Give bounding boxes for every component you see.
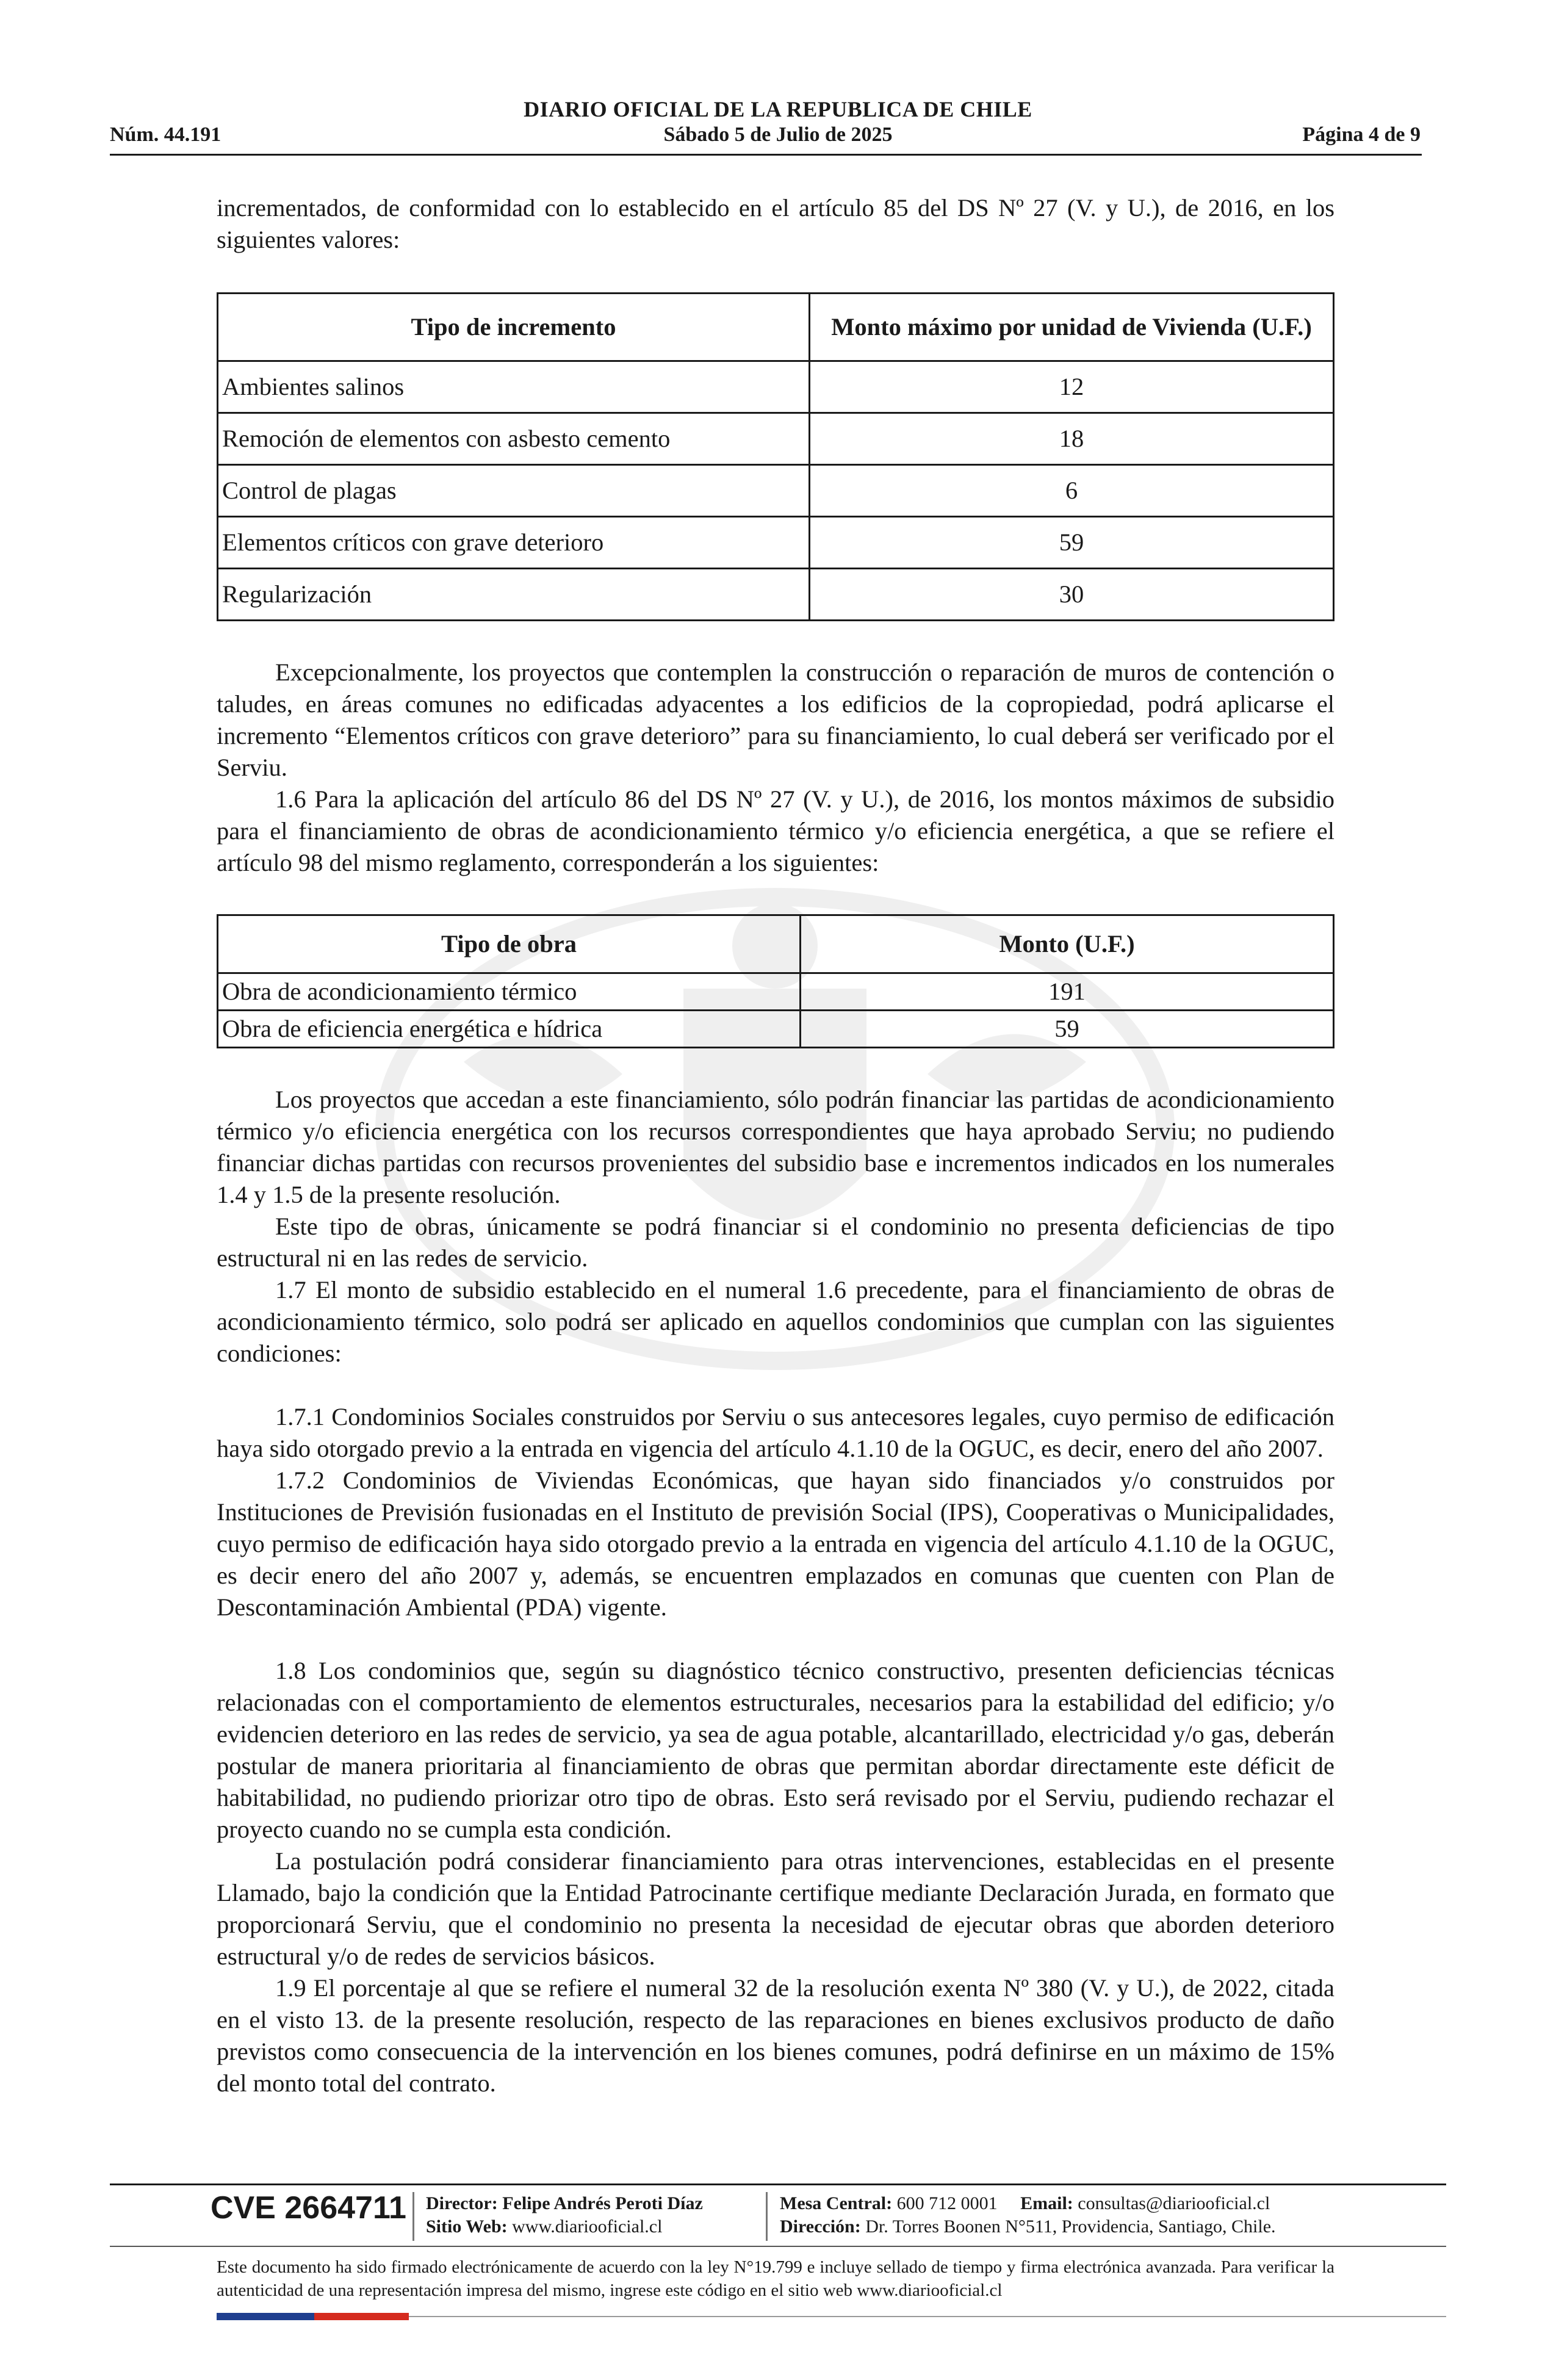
table-cell: 59 [801,1011,1334,1048]
paragraph: 1.8 Los condominios que, según su diagnóstico técnico constructivo, presenten deficiencias técnicas relacionadas con el comportamiento de elementos estructurales, necesarios para la estabilidad del edificio; y/o evidencien deterioro en las redes de servicio, ya sea de agua potable, alcantarillado, electricidad y/o gas, deberán postular de manera prioritaria al financiamiento de obras que permitan abordar directamente este déficit de habitabilidad, no pudiendo priorizar otro tipo de obras. Esto será revisado por el Serviu, pudiendo rechazar el proyecto cuando no se cumpla esta condición. [217,1657,1334,1843]
signature-note: Este documento ha sido firmado electrónicamente de acuerdo con la ley N°19.799 e incluye sellado de tiempo y firma electrónica avanzada. Para verificar la autenticidad de una representación impresa del mismo, ingrese este código en el sitio web www.diariooficial.cl [217,2257,1334,2300]
intro-paragraph: incrementados, de conformidad con lo establecido en el artículo 85 del DS Nº 27 (V. y U.), de 2016, en los siguientes valores: [217,194,1334,253]
email-link[interactable]: consultas@diariooficial.cl [1078,2193,1270,2213]
column-header: Monto máximo por unidad de Vivienda (U.F.) [810,294,1334,361]
document-body [217,192,1334,2099]
address-label: Dirección: [780,2216,861,2237]
table-cell: 59 [810,517,1334,569]
table-cell: 191 [801,973,1334,1011]
paragraph: Los proyectos que accedan a este financiamiento, sólo podrán financiar las partidas de acondicionamiento térmico y/o eficiencia energética con los recursos correspondientes que haya aprobado Serviu; no pudiendo financiar dichas partidas con recursos provenientes del subsidio base e incrementos indicados en los numerales 1.4 y 1.5 de la presente resolución. [217,1086,1334,1208]
header-divider [110,154,1422,156]
paragraph: 1.7.2 Condominios de Viviendas Económicas, que hayan sido financiados y/o construidos por Instituciones de Previsión fusionadas en el Instituto de previsión Social (IPS), Cooperativas o Municipalidades, cuyo permiso de edificación haya sido otorgado previo a la entrada en vigencia del artículo 4.1.10 de la OGUC, es decir enero del año 2007 y, además, se encuentren emplazados en comunas que cuenten con Plan de Descontaminación Ambiental (PDA) vigente. [217,1466,1334,1621]
table-header-row [218,915,1334,973]
table-row [218,361,1334,413]
table-row [218,465,1334,517]
site-label: Sitio Web: [426,2216,508,2237]
footer-divider [110,2246,1446,2247]
paragraph: La postulación podrá considerar financiamiento para otras intervenciones, establecidas en el presente Llamado, bajo la condición que la Entidad Patrocinante certifique mediante Declaración Jurada, en formato que proporcionará Serviu, que el condominio no presenta la necesidad de ejecutar obras que aborden deterioro estructural y/o de redes de servicios básicos. [217,1847,1334,1970]
table-cell: 18 [810,413,1334,465]
footer-separator [412,2192,414,2241]
increments-table [217,292,1334,621]
table-row [218,569,1334,621]
spacer [217,1369,1334,1401]
table-row [218,973,1334,1011]
newspaper-title: DIARIO OFICIAL DE LA REPUBLICA DE CHILE [524,97,1032,121]
address-text: Dr. Torres Boonen N°511, Providencia, Santiago, Chile. [865,2216,1276,2237]
issue-number: Núm. 44.191 [110,123,222,146]
works-table [217,914,1334,1048]
footer-director-block [426,2192,703,2238]
table-cell: 6 [810,465,1334,517]
mesa-phone: 600 712 0001 [896,2193,998,2213]
footer-divider [409,2316,1446,2317]
email-label: Email: [1020,2193,1073,2213]
flag-stripe-red [314,2313,409,2320]
director-name: Felipe Andrés Peroti Díaz [502,2193,703,2213]
table-row [218,1011,1334,1048]
table-cell: 30 [810,569,1334,621]
table-cell: Elementos críticos con grave deterioro [218,517,810,569]
table-row [218,517,1334,569]
table-cell: Obra de acondicionamiento térmico [218,973,801,1011]
issue-date: Sábado 5 de Julio de 2025 [663,123,893,146]
table-cell: Remoción de elementos con asbesto cemento [218,413,810,465]
column-header: Tipo de obra [218,915,801,973]
paragraph: 1.9 El porcentaje al que se refiere el numeral 32 de la resolución exenta Nº 380 (V. y U.), de 2022, citada en el visto 13. de la presente resolución, respecto de las reparaciones en bienes exclusivos producto de daño previstos como consecuencia de la intervención en los bienes comunes, podrá definirse en un máximo de 15% del monto total del contrato. [217,1974,1334,2097]
footer-separator [766,2192,768,2241]
paragraph: Excepcionalmente, los proyectos que contemplen la construcción o reparación de muros de contención o taludes, en áreas comunes no edificadas adyacentes a los edificios de la copropiedad, podrá aplicarse el incremento “Elementos críticos con grave deterioro” para su financiamiento, lo cual deberá ser verificado por el Serviu. [217,658,1334,781]
table-row [218,413,1334,465]
spacer [217,1623,1334,1655]
table-cell: Obra de eficiencia energética e hídrica [218,1011,801,1048]
paragraph: 1.7 El monto de subsidio establecido en el numeral 1.6 precedente, para el financiamiento de obras de acondicionamiento térmico, solo podrá ser aplicado en aquellos condominios que cumplan con las siguientes condiciones: [217,1276,1334,1367]
page-indicator: Página 4 de 9 [1302,123,1421,146]
footer-divider [110,2183,1446,2185]
table-cell: Regularización [218,569,810,621]
column-header: Monto (U.F.) [801,915,1334,973]
column-header: Tipo de incremento [218,294,810,361]
footer-contact-block [780,2192,1276,2238]
site-link[interactable]: www.diariooficial.cl [512,2216,663,2237]
flag-stripe-blue [217,2313,314,2320]
paragraph: 1.6 Para la aplicación del artículo 86 del DS Nº 27 (V. y U.), de 2016, los montos máximos de subsidio para el financiamiento de obras de acondicionamiento térmico y/o eficiencia energética, a que se refiere el artículo 98 del mismo reglamento, corresponderán a los siguientes: [217,785,1334,876]
mesa-label: Mesa Central: [780,2193,893,2213]
table-cell: 12 [810,361,1334,413]
cve-code: CVE 2664711 [211,2190,406,2226]
director-label: Director: [426,2193,498,2213]
table-cell: Ambientes salinos [218,361,810,413]
table-cell: Control de plagas [218,465,810,517]
paragraph: Este tipo de obras, únicamente se podrá financiar si el condominio no presenta deficiencias de tipo estructural ni en las redes de servicio. [217,1213,1334,1272]
table-header-row [218,294,1334,361]
paragraph: 1.7.1 Condominios Sociales construidos por Serviu o sus antecesores legales, cuyo permiso de edificación haya sido otorgado previo a la entrada en vigencia del artículo 4.1.10 de la OGUC, es decir, enero del año 2007. [217,1403,1334,1462]
